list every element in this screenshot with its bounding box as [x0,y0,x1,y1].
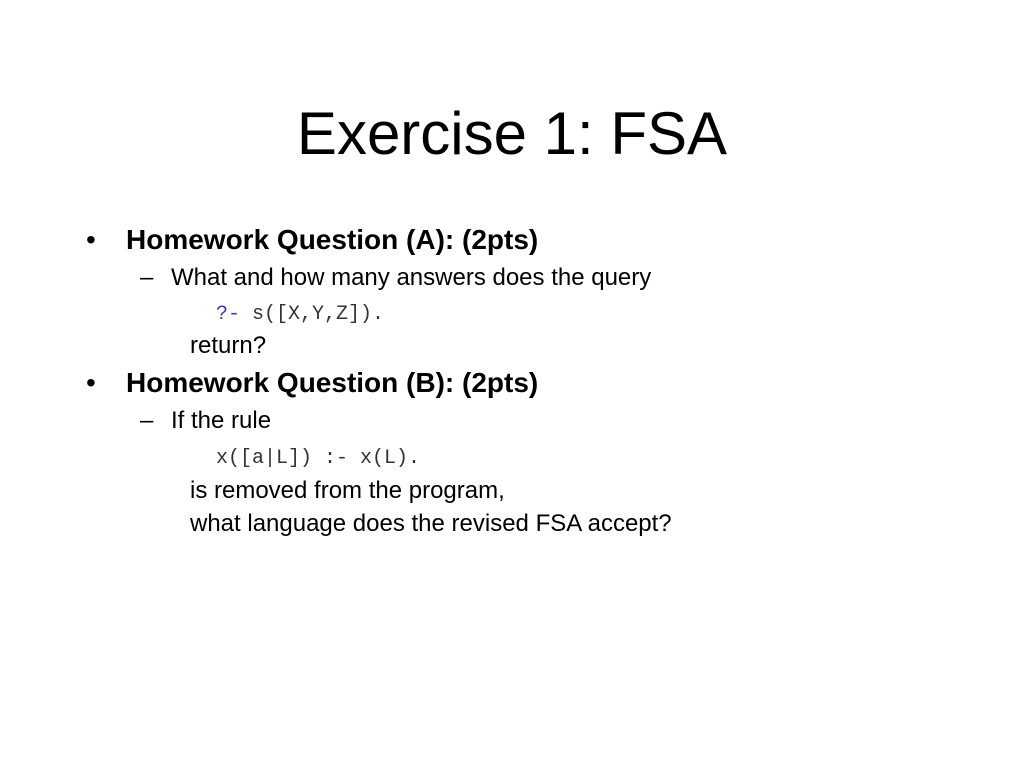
bullet-heading-b: Homework Question (B): (2pts) [126,367,539,398]
code-prompt: ?- [216,303,241,326]
bullet-question-b [86,366,538,400]
bullet-marker: • [86,367,96,398]
continuation-text-b2: what language does the revised FSA accept? [190,510,672,537]
slide-title: Exercise 1: FSA [296,100,728,167]
code-query-text: s([X,Y,Z]). [240,303,385,326]
continuation-text-b1: is removed from the program, [190,477,505,504]
bullet-heading-a: Homework Question (A): (2pts) [126,224,539,255]
subpoint-text-a: What and how many answers does the query [171,264,652,291]
sub-marker: – [140,407,154,434]
sub-marker: – [140,264,154,291]
code-rule: x([a|L]) :- x(L). [216,447,421,470]
subpoint-question-b [140,406,271,436]
continuation-text-a: return? [190,332,267,359]
code-query [216,302,384,328]
bullet-marker: • [86,224,96,255]
subpoint-text-b: If the rule [171,407,272,434]
bullet-question-a [86,223,538,257]
subpoint-question-a [140,263,651,293]
